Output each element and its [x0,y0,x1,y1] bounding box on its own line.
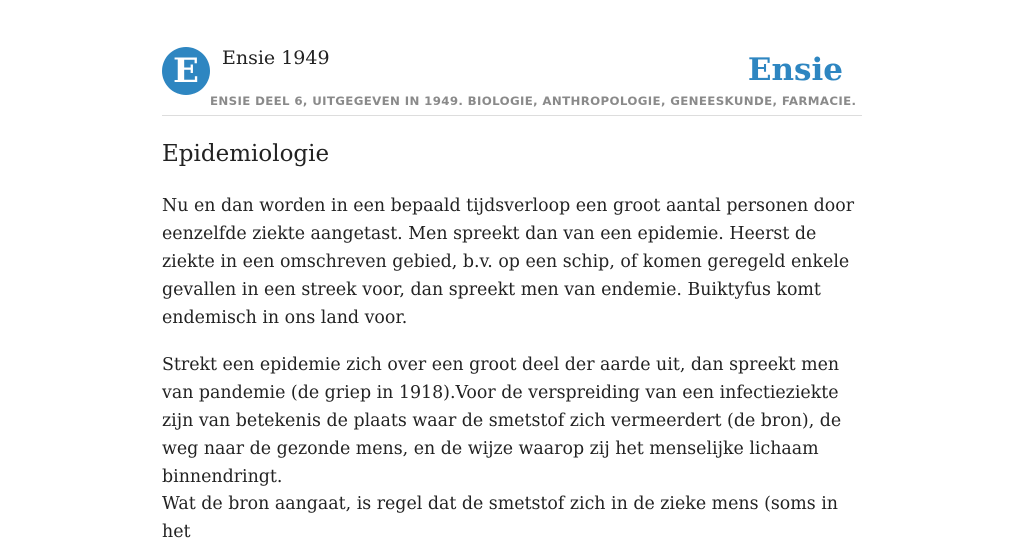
site-header [162,0,862,116]
article-paragraph: Strekt een epidemie zich over een groot deel der aarde uit, dan spreekt men van pandemie (de griep in 1918).Voor de verspreiding van een infectieziekte zijn van betekenis de plaats waar de smetstof zich vermeerdert (de bron), de weg naar de gezonde mens, en de wijze waarop zij het menselijke lichaam binnendringt. [162,355,842,487]
source-title[interactable]: Ensie 1949 [222,47,330,69]
article-paragraph: Wat de bron aangaat, is regel dat de smetstof zich in de zieke mens (soms in het [162,494,838,542]
content-container [162,0,862,542]
brand-link[interactable]: Ensie [747,52,843,88]
article-title: Epidemiologie [162,141,330,167]
ensie-logo[interactable]: E [162,47,210,95]
article-paragraph: Nu en dan worden in een bepaald tijdsverloop een groot aantal personen door eenzelfde ziekte aangetast. Men spreekt dan van een epidemie. Heerst de ziekte in een omschreven gebied, b.v. op een schip, of komen geregeld enkele gevallen in een streek voor, dan spreekt men van endemie. Buiktyfus komt endemisch in ons land voor. [162,196,855,328]
source-subtitle: ENSIE DEEL 6, UITGEGEVEN IN 1949. BIOLOGIE, ANTHROPOLOGIE, GENEESKUNDE, FARMACIE. [210,94,857,108]
